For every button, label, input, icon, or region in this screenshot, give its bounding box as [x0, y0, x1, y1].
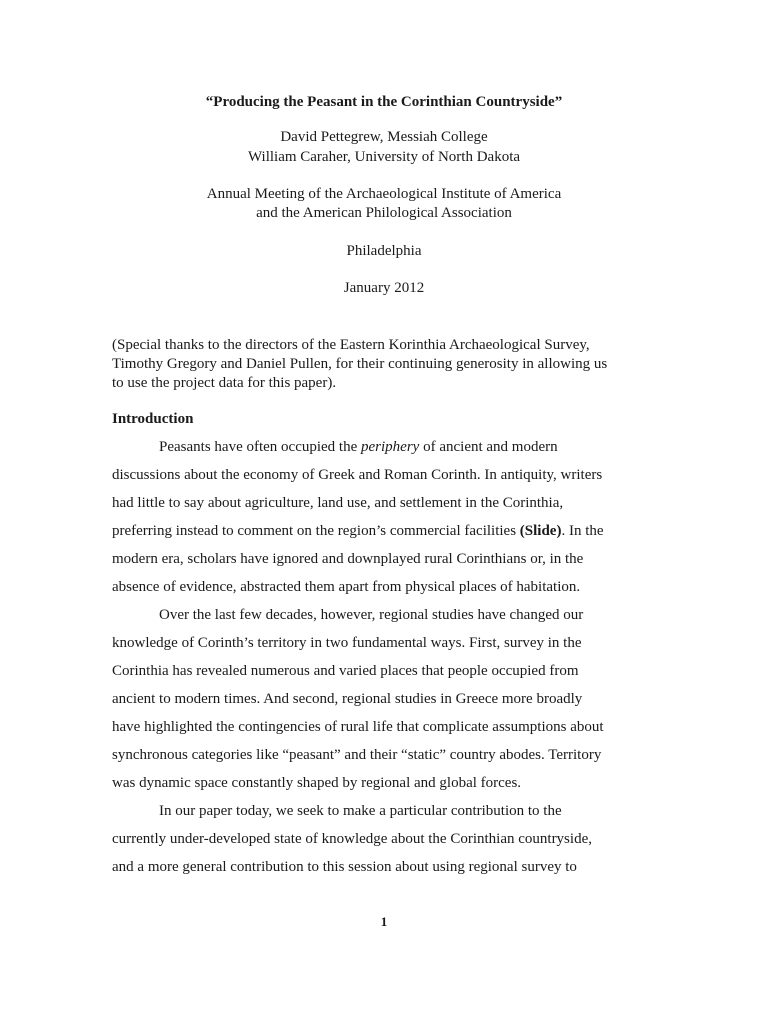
author-line-1: David Pettegrew, Messiah College — [280, 129, 488, 145]
meeting-line-2: and the American Philological Association — [256, 205, 512, 221]
body-line: synchronous categories like “peasant” and their “static” country abodes. Territory — [112, 747, 602, 763]
location: Philadelphia — [346, 243, 422, 259]
body-line: have highlighted the contingencies of rural life that complicate assumptions about — [112, 719, 604, 735]
meeting-line-1: Annual Meeting of the Archaeological Institute of America — [206, 186, 562, 202]
body-line: Peasants have often occupied the periphery of ancient and modern — [159, 439, 558, 455]
body-line: absence of evidence, abstracted them apart from physical places of habitation. — [112, 579, 581, 595]
section-heading: Introduction — [112, 411, 194, 427]
body-line: and a more general contribution to this session about using regional survey to — [112, 859, 577, 875]
paper-title: “Producing the Peasant in the Corinthian Countryside” — [205, 94, 563, 110]
body-text — [112, 433, 657, 881]
author-line-2: William Caraher, University of North Dakota — [247, 149, 521, 165]
slide-marker: (Slide) — [519, 523, 562, 539]
body-line: discussions about the economy of Greek and Roman Corinth. In antiquity, writers — [112, 467, 603, 483]
acknowledgement-line: to use the project data for this paper). — [112, 375, 337, 391]
acknowledgement-line: (Special thanks to the directors of the Eastern Korinthia Archaeological Survey, — [112, 337, 590, 353]
body-line: Corinthia has revealed numerous and varied places that people occupied from — [112, 663, 579, 679]
body-line: ancient to modern times. And second, regional studies in Greece more broadly — [112, 691, 583, 707]
body-line: modern era, scholars have ignored and downplayed rural Corinthians or, in the — [112, 551, 584, 567]
page-number: 1 — [380, 914, 388, 929]
body-line: knowledge of Corinth’s territory in two fundamental ways. First, survey in the — [112, 635, 582, 651]
acknowledgement-line: Timothy Gregory and Daniel Pullen, for their continuing generosity in allowing us — [112, 356, 608, 372]
acknowledgement — [112, 336, 657, 393]
date: January 2012 — [343, 280, 425, 296]
body-line: was dynamic space constantly shaped by regional and global forces. — [112, 775, 522, 791]
body-line: In our paper today, we seek to make a particular contribution to the — [159, 803, 562, 819]
body-line: Over the last few decades, however, regional studies have changed our — [159, 607, 584, 623]
body-line: had little to say about agriculture, land use, and settlement in the Corinthia, — [112, 495, 564, 511]
body-line: preferring instead to comment on the region’s commercial facilities (Slide). In the — [112, 523, 604, 539]
emphasis-text: periphery — [361, 439, 420, 455]
body-line: currently under-developed state of knowledge about the Corinthian countryside, — [112, 831, 592, 847]
